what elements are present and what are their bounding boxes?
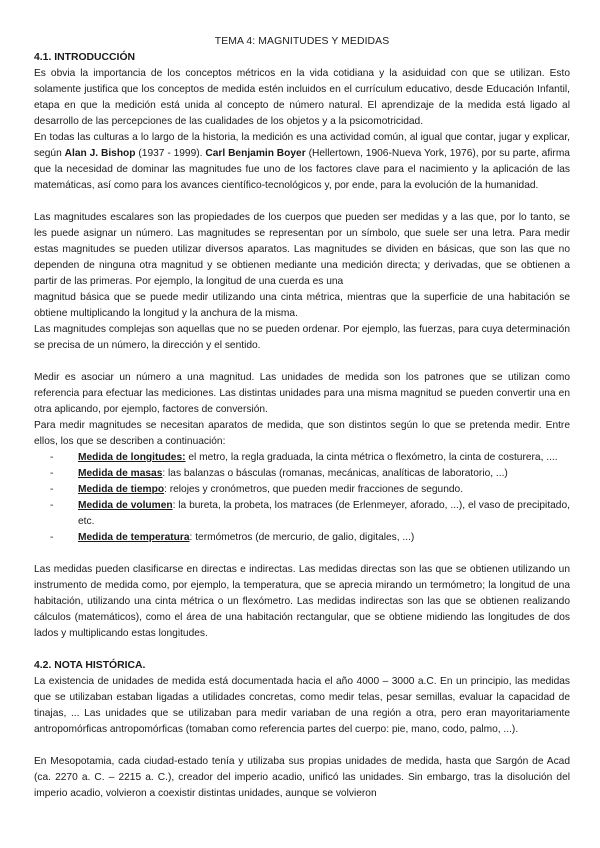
list-item [50, 482, 570, 498]
spacer [34, 354, 570, 370]
text-run: En todas las culturas a lo largo de la historia, la medición es una actividad común, al igual que contar, jugar y explicar, según [34, 132, 570, 159]
list-term: Medida de temperatura [78, 532, 190, 543]
list-text: : relojes y cronómetros, que pueden medir fracciones de segundo. [164, 484, 464, 495]
list-text: : las balanzas o básculas (romanas, mecánicas, analíticas de laboratorio, ...) [162, 468, 508, 479]
spacer [34, 194, 570, 210]
text-run: (Hellertown, 1906-Nueva York, 1976), por su parte, afirma que la necesidad de dominar las magnitudes fue uno de los factores clave para el nacimiento y la aplicación de las matemáticas, así como para los avances científico-tecnológicos y, por ende, para la evolución de la humanidad. [34, 148, 570, 191]
list-text: : termómetros (de mercurio, de galio, digitales, ...) [189, 532, 415, 543]
list-dash: - [50, 452, 54, 463]
list-dash: - [50, 500, 54, 511]
list-item [50, 530, 570, 546]
text-run: (1937 - 1999). [135, 148, 206, 159]
spacer [34, 546, 570, 562]
list-dash: - [50, 484, 54, 495]
paragraph: magnitud básica que se puede medir utilizando una cinta métrica, mientras que la superficie de una habitación se obtiene multiplicando la longitud y la anchura de la misma. [34, 292, 570, 319]
list-term: Medida de tiempo [78, 484, 165, 495]
list-term: Medida de longitudes: [78, 452, 186, 463]
instrument-list [34, 450, 570, 546]
list-term: Medida de volumen [78, 500, 173, 511]
paragraph: Las medidas pueden clasificarse en directas e indirectas. Las medidas directas son las que se obtienen utilizando un instrumento de medida como, por ejemplo, la temperatura, que se aprecia mirando un termómetro; la longitud de una habitación, utilizando una cinta métrica o un flexómetro. Las medidas indirectas son las que se obtienen realizando cálculos (matemáticos), como el área de una habitación rectangular, que se obtiene midiendo las longitudes de dos lados y multiplicando estas longitudes. [34, 564, 570, 639]
spacer [34, 642, 570, 658]
paragraph: Las magnitudes complejas son aquellas que no se pueden ordenar. Por ejemplo, las fuerzas, para cuya determinación se precisa de un número, la dirección y el sentido. [34, 324, 570, 351]
spacer [34, 738, 570, 754]
list-term: Medida de masas [78, 468, 163, 479]
list-text: : la bureta, la probeta, los matraces (de Erlenmeyer, aforado, ...), el vaso de precipitado, etc. [78, 500, 570, 527]
section-heading-nota-historica: 4.2. NOTA HISTÓRICA. [34, 660, 146, 671]
author-name-boyer: Carl Benjamin Boyer [205, 148, 306, 159]
paragraph: Para medir magnitudes se necesitan aparatos de medida, que son distintos según lo que se pretenda medir. Entre ellos, los que se describen a continuación: [34, 420, 570, 447]
document-title: TEMA 4: MAGNITUDES Y MEDIDAS [214, 36, 390, 47]
list-item [50, 466, 570, 482]
list-item [50, 450, 570, 466]
section-heading-introduccion: 4.1. INTRODUCCIÓN [34, 52, 136, 63]
list-item [50, 498, 570, 530]
list-dash: - [50, 468, 54, 479]
paragraph [34, 130, 570, 194]
author-name-bishop: Alan J. Bishop [64, 148, 136, 159]
list-text: el metro, la regla graduada, la cinta métrica o flexómetro, la cinta de costurera, .... [185, 452, 558, 463]
list-dash: - [50, 532, 54, 543]
paragraph: La existencia de unidades de medida está documentada hacia el año 4000 – 3000 a.C. En un principio, las medidas que se utilizaban estaban ligadas a utilidades concretas, como medir telas, pesar semillas, evaluar la capacidad de tinajas, ... Las unidades que se utilizaban para medir variaban de una región a otra, pero eran mayoritariamente antropomórficas antropomórficas (tomaban como referencia partes del cuerpo: pie, mano, codo, palmo, ...). [34, 676, 570, 735]
paragraph: Es obvia la importancia de los conceptos métricos en la vida cotidiana y la asiduidad con que se utilizan. Esto solamente justifica que los conceptos de medida estén incluidos en el currículum educativo, desde Educación Infantil, etapa en que la medición está unida al concepto de número natural. El aprendizaje de la medida está ligado al desarrollo de las percepciones de las cualidades de los objetos y a la psicomotricidad. [34, 68, 570, 127]
paragraph: Las magnitudes escalares son las propiedades de los cuerpos que pueden ser medidas y a las que, por lo tanto, se les puede asignar un número. Las magnitudes se representan por un símbolo, que suele ser una letra. Para medir estas magnitudes se pueden utilizar diversos aparatos. Las magnitudes se dividen en básicas, que son las que no dependen de ninguna otra magnitud y se obtienen mediante una medición directa; y derivadas, que se obtienen a partir de las primeras. Por ejemplo, la longitud de una cuerda es una [34, 212, 570, 287]
paragraph: En Mesopotamia, cada ciudad-estado tenía y utilizaba sus propias unidades de medida, hasta que Sargón de Acad (ca. 2270 a. C. – 2215 a. C.), creador del imperio acadio, unificó las unidades. Sin embargo, tras la disolución del imperio acadio, volvieron a coexistir distintas unidades, aunque se volvieron [34, 756, 570, 799]
paragraph: Medir es asociar un número a una magnitud. Las unidades de medida son los patrones que se utilizan como referencia para efectuar las mediciones. Las distintas unidades para una misma magnitud se pueden convertir una en otra aplicando, por ejemplo, factores de conversión. [34, 372, 570, 415]
